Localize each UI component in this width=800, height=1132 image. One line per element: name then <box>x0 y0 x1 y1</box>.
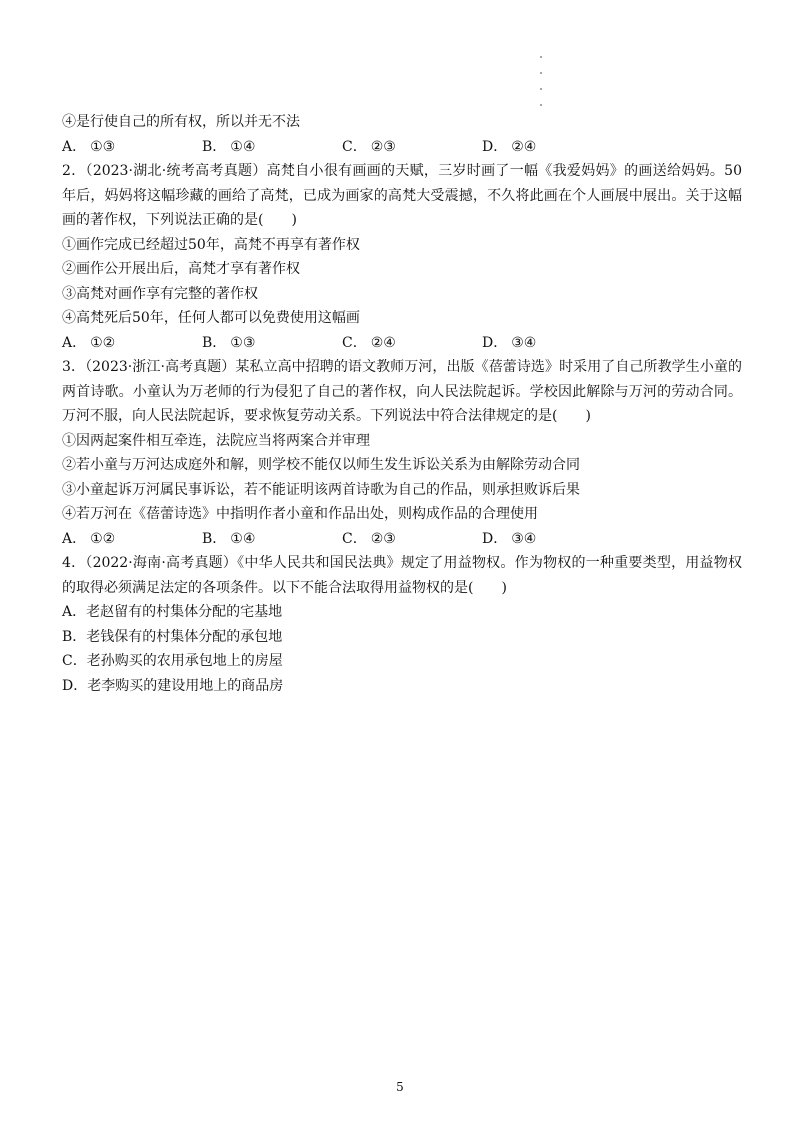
option-d: D． ②④ <box>482 138 537 155</box>
page-content <box>62 110 742 698</box>
option-c: C． ②④ <box>342 334 396 351</box>
question-4-stem: 4．（2022·海南·高考真题）《中华人民共和国民法典》规定了用益物权。作为物权的一种重要类型，用益物权的取得必须满足法定的各项条件。以下不能合法取得用益物权的是( ) <box>62 555 742 596</box>
q4-choice-d: D．老李购买的建设用地上的商品房 <box>62 677 284 694</box>
option-c: C． ②③ <box>342 138 396 155</box>
option-b: B． ①③ <box>202 334 256 351</box>
q4-choice-b: B．老钱保有的村集体分配的承包地 <box>62 628 283 645</box>
q2-statement-3: ③高梵对画作享有完整的著作权 <box>62 285 258 302</box>
q2-options <box>62 331 742 356</box>
option-a: A． ①③ <box>62 138 116 155</box>
option-c: C． ②③ <box>342 530 396 547</box>
option-b: B． ①④ <box>202 138 256 155</box>
q3-options <box>62 527 742 552</box>
prev-options <box>62 135 742 160</box>
prev-statement-4: ④是行使自己的所有权，所以并无不法 <box>62 114 300 130</box>
question-3-stem: 3．（2023·浙江·高考真题）某私立高中招聘的语文教师万河，出版《蓓蕾诗选》时采用了自己所教学生小童的两首诗歌。小童认为万老师的行为侵犯了自己的著作权，向人民法院起诉。学校因此解除与万河的劳动合同。万河不服，向人民法院起诉，要求恢复劳动关系。下列说法中符合法律规定的是( ) <box>62 359 742 424</box>
q2-statement-2: ②画作公开展出后，高梵才享有著作权 <box>62 261 300 277</box>
q3-statement-3: ③小童起诉万河属民事诉讼，若不能证明该两首诗歌为自己的作品，则承担败诉后果 <box>62 481 580 498</box>
option-b: B． ①④ <box>202 530 256 547</box>
q3-statement-1: ①因两起案件相互牵连，法院应当将两案合并审理 <box>62 432 370 449</box>
option-a: A． ①② <box>62 530 116 547</box>
page-number: 5 <box>396 1080 404 1094</box>
option-d: D． ③④ <box>482 530 537 547</box>
q2-statement-4: ④高梵死后50年，任何人都可以免费使用这幅画 <box>62 310 360 326</box>
option-a: A． ①② <box>62 334 116 351</box>
q3-statement-4: ④若万河在《蓓蕾诗选》中指明作者小童和作品出处，则构成作品的合理使用 <box>62 506 538 522</box>
q3-statement-2: ②若小童与万河达成庭外和解，则学校不能仅以师生发生诉讼关系为由解除劳动合同 <box>62 457 580 473</box>
question-2-stem: 2．（2023·湖北·统考高考真题）高梵自小很有画画的天赋，三岁时画了一幅《我爱妈妈》的画送给妈妈。50年后，妈妈将这幅珍藏的画给了高梵，已成为画家的高梵大受震撼，不久将此画在个人画展中展出。关于这幅画的著作权，下列说法正确的是( ) <box>62 163 742 228</box>
option-d: D． ③④ <box>482 334 537 351</box>
q4-choice-a: A．老赵留有的村集体分配的宅基地 <box>62 604 283 620</box>
q4-choice-c: C．老孙购买的农用承包地上的房屋 <box>62 653 283 669</box>
q2-statement-1: ①画作完成已经超过50年，高梵不再享有著作权 <box>62 236 360 253</box>
